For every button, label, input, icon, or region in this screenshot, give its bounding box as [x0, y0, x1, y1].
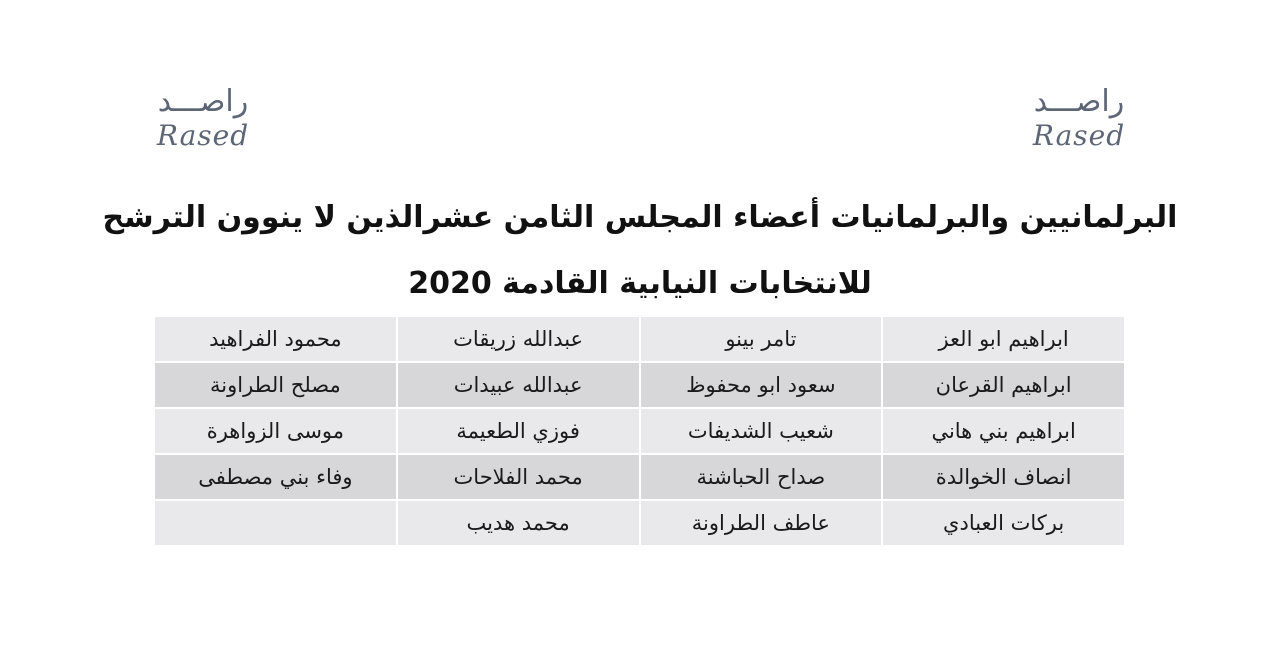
table-cell: محمود الفراهيد — [154, 316, 397, 362]
page-title-line-1: البرلمانيين والبرلمانيات أعضاء المجلس الثامن عشرالذين لا ينوون الترشح — [102, 200, 1178, 235]
names-table — [153, 315, 1126, 547]
table-cell: مصلح الطراونة — [154, 362, 397, 408]
rased-logo-arabic: راصـــد — [1033, 84, 1125, 119]
table-cell: محمد هديب — [397, 500, 640, 546]
table-cell: موسى الزواهرة — [154, 408, 397, 454]
table-cell: عاطف الطراونة — [640, 500, 883, 546]
rased-logo-latin: Rased — [156, 119, 250, 152]
rased-logo-latin: Rased — [1032, 119, 1126, 152]
table-cell: سعود ابو محفوظ — [640, 362, 883, 408]
table-cell: بركات العبادي — [882, 500, 1125, 546]
table-row — [154, 454, 1125, 500]
page-title-line-2: للانتخابات النيابية القادمة 2020 — [408, 266, 872, 301]
table-cell: انصاف الخوالدة — [882, 454, 1125, 500]
table-cell: وفاء بني مصطفى — [154, 454, 397, 500]
table-cell: صداح الحباشنة — [640, 454, 883, 500]
table-cell: عبدالله عبيدات — [397, 362, 640, 408]
table-cell: شعيب الشديفات — [640, 408, 883, 454]
rased-logo — [1024, 84, 1134, 152]
table-cell: محمد الفلاحات — [397, 454, 640, 500]
rased-logo-arabic: راصـــد — [157, 84, 249, 119]
table-cell: فوزي الطعيمة — [397, 408, 640, 454]
table-cell: ابراهيم بني هاني — [882, 408, 1125, 454]
table-cell: تامر بينو — [640, 316, 883, 362]
table-row — [154, 316, 1125, 362]
table-cell: ابراهيم القرعان — [882, 362, 1125, 408]
table-row — [154, 408, 1125, 454]
table-cell: عبدالله زريقات — [397, 316, 640, 362]
rased-logo — [148, 84, 258, 152]
table-cell: ابراهيم ابو العز — [882, 316, 1125, 362]
table-row — [154, 500, 1125, 546]
table-cell — [154, 500, 397, 546]
table-row — [154, 362, 1125, 408]
